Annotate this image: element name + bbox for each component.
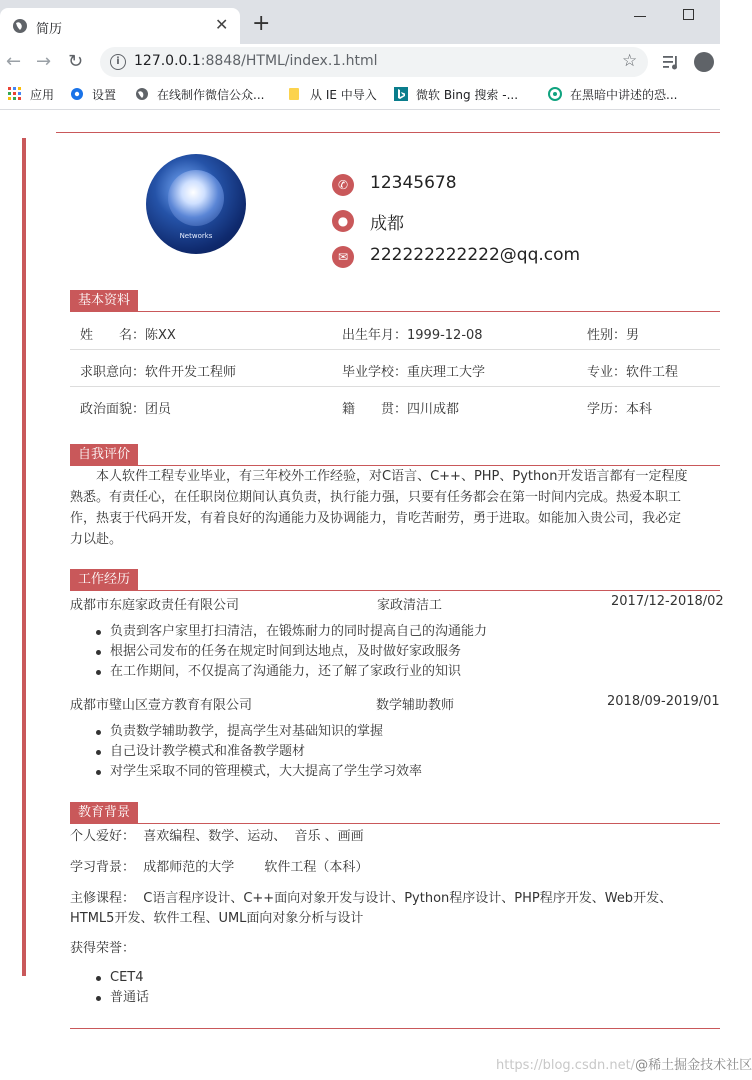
info-gender: 性别：男 <box>587 328 640 343</box>
reload-icon[interactable]: ↻ <box>68 51 84 72</box>
section-divider <box>70 311 720 312</box>
bookmark-horror-story[interactable]: 在黑暗中讲述的恐... <box>548 86 677 103</box>
globe-icon <box>12 18 28 34</box>
info-degree: 学历：本科 <box>587 402 653 417</box>
job-period: 2017/12-2018/02 <box>611 594 724 609</box>
back-arrow-icon[interactable]: ← <box>6 51 22 72</box>
job-header <box>70 594 724 613</box>
site-logo-icon <box>548 87 562 101</box>
mail-icon: ✉ <box>332 246 354 268</box>
section-title-edu: 教育背景 <box>70 802 138 823</box>
bookmark-star-icon[interactable]: ☆ <box>622 51 638 71</box>
section-title-self: 自我评价 <box>70 444 138 465</box>
info-school: 毕业学校：重庆理工大学 <box>342 365 486 380</box>
honors-list <box>110 968 149 1008</box>
site-info-icon[interactable]: i <box>110 54 126 70</box>
bookmark-settings[interactable]: 设置 <box>70 86 116 103</box>
job-company: 成都市璧山区壹方教育有限公司 <box>70 698 253 713</box>
info-name: 姓 名：陈XX <box>80 328 176 343</box>
tab-close-icon[interactable]: ✕ <box>215 15 229 34</box>
section-divider <box>70 823 720 824</box>
list-item: 根据公司发布的任务在规定时间到达地点，及时做好家政服务 <box>110 642 487 662</box>
avatar-caption: Networks <box>179 232 213 240</box>
globe-icon <box>168 170 224 226</box>
section-title-basic: 基本资料 <box>70 290 138 311</box>
address-bar[interactable] <box>100 47 648 77</box>
phone-icon: ✆ <box>332 174 354 196</box>
phone-text: 12345678 <box>370 173 457 193</box>
job-header <box>70 694 720 712</box>
info-hometown: 籍 贯：四川成都 <box>342 402 460 417</box>
location-pin-icon: ● <box>332 210 354 232</box>
window-maximize-button[interactable] <box>683 9 694 20</box>
edu-background: 学习背景： 成都师范的大学 软件工程（本科） <box>70 860 369 875</box>
info-politics: 政治面貌：团员 <box>80 402 172 417</box>
list-item: 负责到客户家里打扫清洁，在锻炼耐力的同时提高自己的沟通能力 <box>110 622 487 642</box>
browser-toolbar <box>0 44 720 80</box>
email-text: 222222222222@qq.com <box>370 245 581 265</box>
bookmark-ie-import[interactable]: 从 IE 中导入 <box>288 86 377 103</box>
bookmarks-bar <box>0 80 720 110</box>
edu-hobbies: 个人爱好： 喜欢编程、数学、运动、 音乐 、画画 <box>70 829 364 844</box>
bottom-divider <box>70 1028 720 1029</box>
list-item: 对学生采取不同的管理模式，大大提高了学生学习效率 <box>110 762 422 782</box>
section-divider <box>70 590 720 591</box>
job-role: 数学辅助教师 <box>376 698 455 713</box>
section-title-work: 工作经历 <box>70 569 138 590</box>
left-accent-bar <box>22 138 26 976</box>
tab-title: 简历 <box>36 22 63 37</box>
info-major: 专业：软件工程 <box>587 365 679 380</box>
browser-tab[interactable] <box>0 8 240 44</box>
list-item: 负责数学辅助教学，提高学生对基础知识的掌握 <box>110 722 422 742</box>
watermark: https://blog.csdn.net/@稀土掘金技术社区 <box>496 1058 752 1073</box>
self-evaluation: 本人软件工程专业毕业，有三年校外工作经验，对C语言、C++、PHP、Python开发语言都有一定程度 熟悉。有责任心，在任职岗位期间认真负责，执行能力强，只要有任务都会在第一时间内完成。热爱本职工 作，热衷于代码开发，有着良好的沟通能力及协调能力，肯吃苦耐劳，勇于进取。如能加入贵公司，我必定 力以赴。 <box>70 469 688 547</box>
job-duties <box>110 722 422 782</box>
browser-tabstrip <box>0 0 720 44</box>
location-text: 成都 <box>370 214 404 234</box>
forward-arrow-icon[interactable]: → <box>36 51 52 72</box>
apps-grid-icon <box>8 87 22 101</box>
gear-icon <box>70 87 84 101</box>
top-divider <box>56 132 720 133</box>
edu-courses: 主修课程： C语言程序设计、C++面向对象开发与设计、Python程序设计、PHP程序开发、Web开发、 <box>70 891 673 906</box>
table-row <box>70 313 720 350</box>
info-birth: 出生年月：1999-12-08 <box>342 328 483 343</box>
table-row <box>70 387 720 424</box>
list-item: 自己设计教学模式和准备教学题材 <box>110 742 422 762</box>
bing-icon <box>394 87 408 101</box>
job-company: 成都市东庭家政责任有限公司 <box>70 598 240 613</box>
job-role: 家政清洁工 <box>377 598 443 613</box>
new-tab-button[interactable]: + <box>252 11 271 36</box>
info-intent: 求职意向：软件开发工程师 <box>80 365 237 380</box>
edu-honors-label: 获得荣誉： <box>70 941 136 956</box>
edu-courses-cont: HTML5开发、软件工程、UML面向对象分析与设计 <box>70 911 364 926</box>
bookmark-bing[interactable]: 微软 Bing 搜索 -... <box>394 86 518 103</box>
resume-page <box>0 110 752 1080</box>
table-row <box>70 350 720 387</box>
job-duties <box>110 622 487 682</box>
folder-icon <box>288 87 302 101</box>
window-minimize-button[interactable] <box>634 16 646 17</box>
globe-icon <box>135 87 149 101</box>
avatar <box>146 154 246 254</box>
account-avatar-icon[interactable] <box>694 52 714 72</box>
url-text[interactable]: 127.0.0.1:8848/HTML/index.1.html <box>134 53 378 69</box>
bookmark-wechat-maker[interactable]: 在线制作微信公众... <box>135 86 264 103</box>
job-period: 2018/09-2019/01 <box>607 694 720 709</box>
list-item: 普通话 <box>110 988 149 1008</box>
list-item: CET4 <box>110 968 149 988</box>
list-item: 在工作期间，不仅提高了沟通能力，还了解了家政行业的知识 <box>110 662 487 682</box>
media-control-icon[interactable] <box>662 53 680 71</box>
bookmark-apps[interactable]: 应用 <box>8 86 54 103</box>
